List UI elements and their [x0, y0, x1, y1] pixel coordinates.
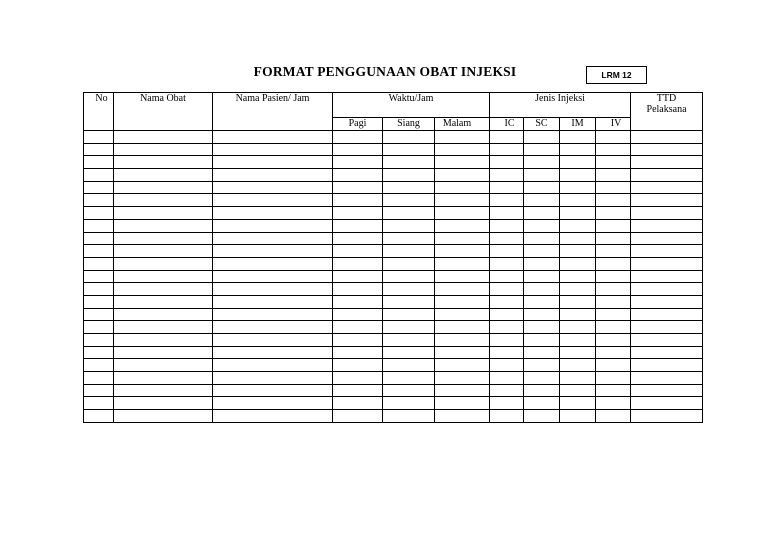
table-cell[interactable] [560, 283, 596, 296]
subheader-siang: Siang [383, 118, 435, 131]
table-cell[interactable] [596, 131, 631, 144]
table-cell[interactable] [213, 169, 333, 182]
table-cell[interactable] [435, 181, 490, 194]
table-row [84, 156, 703, 169]
table-cell[interactable] [84, 321, 114, 334]
table-cell[interactable] [596, 245, 631, 258]
table-cell[interactable] [596, 359, 631, 372]
table-cell[interactable] [213, 219, 333, 232]
table-cell[interactable] [333, 359, 383, 372]
table-cell[interactable] [383, 334, 435, 347]
table-cell[interactable] [631, 372, 703, 385]
table-cell[interactable] [84, 410, 114, 423]
table-cell[interactable] [560, 131, 596, 144]
table-cell[interactable] [114, 270, 213, 283]
table-cell[interactable] [490, 143, 524, 156]
table-cell[interactable] [490, 131, 524, 144]
table-cell[interactable] [213, 359, 333, 372]
table-cell[interactable] [596, 308, 631, 321]
table-cell[interactable] [490, 219, 524, 232]
table-cell[interactable] [84, 131, 114, 144]
table-cell[interactable] [596, 384, 631, 397]
table-cell[interactable] [213, 156, 333, 169]
table-cell[interactable] [490, 181, 524, 194]
table-cell[interactable] [490, 397, 524, 410]
table-cell[interactable] [435, 131, 490, 144]
table-cell[interactable] [560, 194, 596, 207]
table-cell[interactable] [114, 384, 213, 397]
table-cell[interactable] [435, 295, 490, 308]
table-cell[interactable] [84, 156, 114, 169]
table-cell[interactable] [560, 321, 596, 334]
table-cell[interactable] [383, 169, 435, 182]
table-cell[interactable] [490, 245, 524, 258]
table-row [84, 194, 703, 207]
table-cell[interactable] [560, 397, 596, 410]
table-cell[interactable] [631, 397, 703, 410]
table-cell[interactable] [490, 384, 524, 397]
table-cell[interactable] [435, 384, 490, 397]
table-cell[interactable] [333, 308, 383, 321]
table-cell[interactable] [84, 181, 114, 194]
table-cell[interactable] [435, 372, 490, 385]
table-cell[interactable] [84, 207, 114, 220]
table-cell[interactable] [524, 397, 560, 410]
table-row [84, 257, 703, 270]
table-cell[interactable] [596, 156, 631, 169]
table-cell[interactable] [490, 410, 524, 423]
table-cell[interactable] [435, 397, 490, 410]
table-cell[interactable] [333, 410, 383, 423]
table-cell[interactable] [596, 321, 631, 334]
table-cell[interactable] [383, 372, 435, 385]
table-cell[interactable] [490, 232, 524, 245]
table-row [84, 308, 703, 321]
table-cell[interactable] [213, 257, 333, 270]
table-cell[interactable] [333, 334, 383, 347]
table-cell[interactable] [524, 295, 560, 308]
table-cell[interactable] [213, 270, 333, 283]
table-cell[interactable] [114, 321, 213, 334]
table-cell[interactable] [435, 219, 490, 232]
table-cell[interactable] [435, 410, 490, 423]
table-row [84, 346, 703, 359]
table-cell[interactable] [596, 410, 631, 423]
table-cell[interactable] [560, 359, 596, 372]
table-cell[interactable] [383, 295, 435, 308]
table-cell[interactable] [383, 194, 435, 207]
table-cell[interactable] [84, 346, 114, 359]
table-cell[interactable] [114, 410, 213, 423]
table-cell[interactable] [596, 219, 631, 232]
table-cell[interactable] [383, 410, 435, 423]
table-row [84, 245, 703, 258]
table-cell[interactable] [596, 169, 631, 182]
table-cell[interactable] [213, 295, 333, 308]
table-cell[interactable] [114, 131, 213, 144]
table-cell[interactable] [383, 384, 435, 397]
table-cell[interactable] [84, 245, 114, 258]
table-cell[interactable] [596, 194, 631, 207]
table-cell[interactable] [490, 295, 524, 308]
table-cell[interactable] [383, 207, 435, 220]
table-cell[interactable] [631, 219, 703, 232]
table-cell[interactable] [213, 308, 333, 321]
table-cell[interactable] [524, 270, 560, 283]
table-cell[interactable] [524, 372, 560, 385]
table-cell[interactable] [524, 156, 560, 169]
table-cell[interactable] [383, 131, 435, 144]
table-row [84, 334, 703, 347]
table-cell[interactable] [596, 295, 631, 308]
table-cell[interactable] [524, 181, 560, 194]
table-cell[interactable] [524, 257, 560, 270]
table-cell[interactable] [435, 232, 490, 245]
table-cell[interactable] [383, 346, 435, 359]
table-cell[interactable] [383, 156, 435, 169]
table-cell[interactable] [560, 270, 596, 283]
table-cell[interactable] [84, 219, 114, 232]
table-cell[interactable] [213, 131, 333, 144]
subheader-iv: IV [596, 118, 631, 131]
table-cell[interactable] [596, 334, 631, 347]
table-cell[interactable] [631, 283, 703, 296]
table-cell[interactable] [490, 346, 524, 359]
table-cell[interactable] [383, 257, 435, 270]
table-cell[interactable] [333, 219, 383, 232]
table-cell[interactable] [596, 283, 631, 296]
table-cell[interactable] [490, 283, 524, 296]
table-cell[interactable] [84, 308, 114, 321]
table-cell[interactable] [560, 410, 596, 423]
table-row [84, 321, 703, 334]
table-row [84, 131, 703, 144]
table-cell[interactable] [560, 308, 596, 321]
table-cell[interactable] [560, 232, 596, 245]
table-cell[interactable] [631, 232, 703, 245]
subheader-ic: IC [490, 118, 524, 131]
table-cell[interactable] [631, 245, 703, 258]
table-cell[interactable] [213, 207, 333, 220]
table-cell[interactable] [114, 346, 213, 359]
table-cell[interactable] [114, 359, 213, 372]
table-cell[interactable] [560, 207, 596, 220]
table-cell[interactable] [84, 169, 114, 182]
table-cell[interactable] [84, 359, 114, 372]
table-cell[interactable] [114, 372, 213, 385]
table-row [84, 181, 703, 194]
table-cell[interactable] [333, 270, 383, 283]
table-cell[interactable] [213, 321, 333, 334]
table-cell[interactable] [333, 346, 383, 359]
table-cell[interactable] [84, 397, 114, 410]
table-cell[interactable] [114, 334, 213, 347]
table-cell[interactable] [84, 372, 114, 385]
header-ttd-pelaksana [631, 93, 703, 131]
table-cell[interactable] [490, 359, 524, 372]
table-cell[interactable] [435, 359, 490, 372]
table-cell[interactable] [84, 232, 114, 245]
table-cell[interactable] [435, 321, 490, 334]
table-cell[interactable] [383, 359, 435, 372]
table-cell[interactable] [114, 156, 213, 169]
table-cell[interactable] [631, 295, 703, 308]
table-cell[interactable] [383, 308, 435, 321]
table-cell[interactable] [631, 207, 703, 220]
table-cell[interactable] [435, 207, 490, 220]
table-cell[interactable] [435, 270, 490, 283]
table-cell[interactable] [524, 143, 560, 156]
table-cell[interactable] [114, 295, 213, 308]
table-cell[interactable] [596, 270, 631, 283]
table-cell[interactable] [114, 169, 213, 182]
table-cell[interactable] [114, 207, 213, 220]
table-cell[interactable] [84, 143, 114, 156]
table-cell[interactable] [631, 257, 703, 270]
table-row [84, 397, 703, 410]
table-cell[interactable] [114, 283, 213, 296]
table-cell[interactable] [524, 283, 560, 296]
table-cell[interactable] [490, 372, 524, 385]
table-cell[interactable] [333, 283, 383, 296]
table-cell[interactable] [435, 245, 490, 258]
table-row [84, 410, 703, 423]
table-cell[interactable] [213, 334, 333, 347]
table-cell[interactable] [114, 232, 213, 245]
table-cell[interactable] [490, 334, 524, 347]
table-cell[interactable] [333, 372, 383, 385]
table-cell[interactable] [490, 257, 524, 270]
table-cell[interactable] [383, 232, 435, 245]
table-cell[interactable] [596, 143, 631, 156]
table-cell[interactable] [560, 245, 596, 258]
table-row [84, 384, 703, 397]
table-cell[interactable] [490, 321, 524, 334]
form-title: FORMAT PENGGUNAAN OBAT INJEKSI [253, 64, 517, 79]
table-cell[interactable] [114, 397, 213, 410]
table-cell[interactable] [333, 232, 383, 245]
table-cell[interactable] [560, 257, 596, 270]
table-cell[interactable] [490, 207, 524, 220]
table-cell[interactable] [560, 384, 596, 397]
table-cell[interactable] [631, 321, 703, 334]
table-cell[interactable] [560, 346, 596, 359]
table-cell[interactable] [490, 194, 524, 207]
table-cell[interactable] [114, 219, 213, 232]
table-row [84, 232, 703, 245]
table-row [84, 295, 703, 308]
table-cell[interactable] [435, 194, 490, 207]
table-cell[interactable] [213, 245, 333, 258]
table-cell[interactable] [213, 397, 333, 410]
table-cell[interactable] [383, 219, 435, 232]
table-cell[interactable] [84, 270, 114, 283]
table-cell[interactable] [435, 346, 490, 359]
table-cell[interactable] [114, 143, 213, 156]
table-cell[interactable] [596, 257, 631, 270]
table-cell[interactable] [524, 334, 560, 347]
table-cell[interactable] [114, 308, 213, 321]
header-ttd-line1: TTD [656, 93, 677, 104]
table-cell[interactable] [524, 219, 560, 232]
injection-log-table [83, 92, 703, 423]
table-cell[interactable] [435, 308, 490, 321]
table-cell[interactable] [333, 257, 383, 270]
table-cell[interactable] [560, 169, 596, 182]
header-no: No [84, 93, 114, 131]
table-cell[interactable] [333, 181, 383, 194]
table-cell[interactable] [524, 232, 560, 245]
table-cell[interactable] [631, 410, 703, 423]
table-row [84, 359, 703, 372]
table-cell[interactable] [213, 232, 333, 245]
table-cell[interactable] [631, 194, 703, 207]
table-cell[interactable] [333, 321, 383, 334]
table-cell[interactable] [213, 410, 333, 423]
table-cell[interactable] [84, 384, 114, 397]
table-cell[interactable] [213, 181, 333, 194]
table-cell[interactable] [631, 169, 703, 182]
table-cell[interactable] [596, 372, 631, 385]
table-cell[interactable] [631, 143, 703, 156]
table-cell[interactable] [84, 283, 114, 296]
table-cell[interactable] [524, 308, 560, 321]
table-cell[interactable] [524, 359, 560, 372]
table-cell[interactable] [114, 257, 213, 270]
table-cell[interactable] [560, 334, 596, 347]
header-jenis-injeksi: Jenis Injeksi [490, 93, 631, 118]
table-cell[interactable] [631, 131, 703, 144]
table-cell[interactable] [490, 169, 524, 182]
table-cell[interactable] [213, 194, 333, 207]
table-cell[interactable] [114, 194, 213, 207]
table-cell[interactable] [383, 270, 435, 283]
table-cell[interactable] [84, 194, 114, 207]
table-cell[interactable] [596, 346, 631, 359]
table-cell[interactable] [435, 143, 490, 156]
table-row [84, 219, 703, 232]
table-cell[interactable] [596, 397, 631, 410]
table-cell[interactable] [333, 384, 383, 397]
subheader-pagi: Pagi [333, 118, 383, 131]
table-cell[interactable] [383, 181, 435, 194]
table-cell[interactable] [560, 181, 596, 194]
table-cell[interactable] [84, 257, 114, 270]
table-cell[interactable] [333, 397, 383, 410]
table-cell[interactable] [333, 156, 383, 169]
table-cell[interactable] [435, 257, 490, 270]
table-row [84, 169, 703, 182]
table-cell[interactable] [213, 384, 333, 397]
table-row [84, 372, 703, 385]
table-cell[interactable] [524, 131, 560, 144]
table-cell[interactable] [333, 194, 383, 207]
table-cell[interactable] [383, 321, 435, 334]
table-cell[interactable] [435, 156, 490, 169]
table-cell[interactable] [631, 156, 703, 169]
subheader-im: IM [560, 118, 596, 131]
table-cell[interactable] [213, 346, 333, 359]
table-cell[interactable] [631, 359, 703, 372]
subheader-malam: Malam [435, 118, 490, 131]
table-cell[interactable] [524, 194, 560, 207]
table-cell[interactable] [383, 397, 435, 410]
table-cell[interactable] [333, 207, 383, 220]
table-cell[interactable] [84, 334, 114, 347]
table-cell[interactable] [560, 372, 596, 385]
header-waktu: Waktu/Jam [333, 93, 490, 118]
table-cell[interactable] [490, 270, 524, 283]
table-cell[interactable] [490, 156, 524, 169]
table-cell[interactable] [524, 346, 560, 359]
table-cell[interactable] [383, 283, 435, 296]
header-nama-pasien: Nama Pasien/ Jam [213, 93, 333, 131]
table-cell[interactable] [383, 245, 435, 258]
table-cell[interactable] [631, 308, 703, 321]
header-ttd-line2: Pelaksana [646, 104, 687, 115]
table-cell[interactable] [631, 346, 703, 359]
table-cell[interactable] [524, 321, 560, 334]
table-cell[interactable] [524, 207, 560, 220]
table-cell[interactable] [524, 169, 560, 182]
table-cell[interactable] [84, 295, 114, 308]
table-body [84, 131, 703, 423]
table-cell[interactable] [596, 207, 631, 220]
table-cell[interactable] [560, 143, 596, 156]
table-cell[interactable] [213, 283, 333, 296]
header-nama-obat: Nama Obat [114, 93, 213, 131]
table-cell[interactable] [524, 384, 560, 397]
table-cell[interactable] [596, 232, 631, 245]
table-cell[interactable] [333, 169, 383, 182]
table-row [84, 143, 703, 156]
table-cell[interactable] [114, 245, 213, 258]
table-cell[interactable] [524, 245, 560, 258]
table-cell[interactable] [631, 384, 703, 397]
table-cell[interactable] [114, 181, 213, 194]
table-cell[interactable] [333, 143, 383, 156]
table-cell[interactable] [213, 372, 333, 385]
table-cell[interactable] [435, 169, 490, 182]
table-cell[interactable] [596, 181, 631, 194]
table-cell[interactable] [631, 181, 703, 194]
subheader-sc: SC [524, 118, 560, 131]
table-cell[interactable] [631, 334, 703, 347]
table-cell[interactable] [435, 334, 490, 347]
table-row [84, 270, 703, 283]
table-cell[interactable] [333, 245, 383, 258]
table-cell[interactable] [213, 143, 333, 156]
form-code-box: LRM 12 [586, 66, 647, 84]
table-cell[interactable] [383, 143, 435, 156]
table-cell[interactable] [631, 270, 703, 283]
table-cell[interactable] [560, 156, 596, 169]
table-cell[interactable] [435, 283, 490, 296]
table-cell[interactable] [333, 295, 383, 308]
table-row [84, 283, 703, 296]
table-row [84, 207, 703, 220]
table-cell[interactable] [490, 308, 524, 321]
table-cell[interactable] [524, 410, 560, 423]
table-cell[interactable] [560, 219, 596, 232]
table-cell[interactable] [560, 295, 596, 308]
table-cell[interactable] [333, 131, 383, 144]
